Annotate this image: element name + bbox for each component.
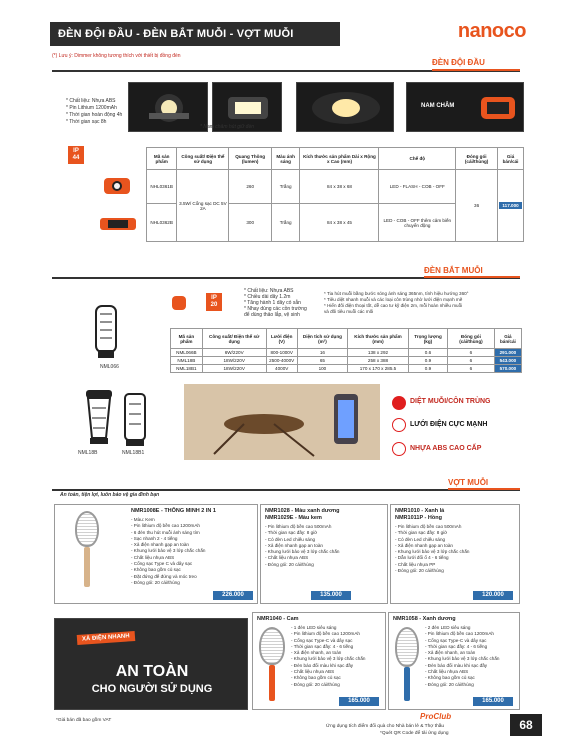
- table-header-row: [171, 329, 522, 349]
- lamp-nml18b1-illustration: [120, 390, 150, 448]
- col-header: Kích thước sản phẩm (mm): [348, 329, 409, 349]
- divider-accent: [432, 69, 520, 71]
- feature-line: - Thời gian sạc đầy: 4 - 6 tiếng: [291, 643, 354, 649]
- feature-line: - Đóng gói: 20 cái/thùng: [425, 681, 474, 687]
- feature-line: - Chất liệu nhựa ABS: [265, 555, 309, 561]
- feature-line: * Chất liệu: Nhựa ABS: [66, 98, 116, 104]
- feature-line: - Không bao gồm củ sạc: [131, 567, 181, 573]
- cell-price: 543.000: [494, 357, 521, 365]
- cell-code: NML18B1: [171, 365, 203, 373]
- cell-size: 84 x 38 x 68: [300, 170, 379, 204]
- feature-line: - Pin lithium độ bền cao 1200mAh: [131, 523, 200, 529]
- card-title: NMR1008E - THÔNG MINH 2 IN 1: [131, 508, 216, 514]
- cell-size: 84 x 38 x 45: [300, 204, 379, 242]
- feature-line: - Thời gian sạc đầy: 8 giờ: [395, 530, 448, 536]
- feature-line: - Xả điện nhanh, an toàn: [291, 650, 342, 656]
- col-header: Công suất/ Điện thế sử dụng: [202, 329, 266, 349]
- feature-line: * Hiển đối điện thoại tốt, dễ cao tư kỹ điện 2m, mỗi hoàn nhiều muỗi: [324, 303, 463, 308]
- headlamp-features: [66, 98, 122, 126]
- lamp-nml066-illustration: [88, 300, 124, 360]
- badge-bottom: 44: [72, 155, 80, 161]
- col-header: Đóng gói (cái/thùng): [456, 148, 498, 170]
- cell-price: [498, 170, 524, 242]
- price-tag: 135.000: [311, 591, 351, 600]
- feature-line: - Đèn báo đổi màu khi sạc đầy: [291, 662, 354, 668]
- racket-card-nmr1008e: [54, 504, 258, 604]
- col-header: Kích thước sản phẩm Dài x Rộng x Cao (mm): [300, 148, 379, 170]
- mosquito-photo: [184, 384, 380, 460]
- racket-card-nmr1040: [252, 612, 386, 710]
- racket-image: [395, 627, 419, 667]
- cell-volt: 800-1000V: [266, 349, 297, 357]
- racket-handle: [404, 667, 410, 701]
- feature-line: - Đặt đứng đế đứng và móc treo: [131, 573, 197, 579]
- feature-line: - Khung lưới bảo vệ 3 lớp chắc chắn: [425, 656, 500, 662]
- cell-pack: 6: [448, 365, 495, 373]
- badge-top: IP: [73, 148, 79, 154]
- feature-line: - 1 đèn LED siêu sáng: [291, 625, 337, 630]
- feature-line: - Khung lưới bảo vệ 3 lớp chắc chắn: [131, 548, 206, 554]
- card-subtitle: NMR1011P - Hồng: [395, 515, 442, 521]
- feature-line: - Xả điện nhanh, an toàn: [425, 650, 476, 656]
- feature-line: - Chất liệu nhựa ABS: [425, 669, 469, 675]
- feature-line: - Không bao gồm củ sạc: [425, 675, 475, 681]
- cell-size: 258 x 388: [348, 357, 409, 365]
- cell-color: Trắng: [271, 204, 300, 242]
- feature-line: - Cổng sạc Type-C và dây sạc: [291, 637, 353, 643]
- feature-line: - Chất liệu nhựa ABS: [291, 669, 335, 675]
- col-header: Giá bán/cái: [498, 148, 524, 170]
- magnet-label: NAM CHÂM: [421, 103, 455, 109]
- table-row: [147, 170, 524, 204]
- feature-line: - Khung lưới bảo vệ 3 lớp chắc chắn: [265, 549, 340, 555]
- feature-line: * Tăng hành 1 dây có sẵn: [244, 300, 301, 306]
- cell-volt: 4000V: [266, 365, 297, 373]
- col-header: Chế độ: [379, 148, 456, 170]
- cell-area: 65: [297, 357, 347, 365]
- vat-note: *Giá bán đã bao gồm VAT: [56, 718, 112, 723]
- safety-banner: [54, 618, 248, 710]
- table-row: [171, 349, 522, 357]
- col-header: Công suất/ Điện thế sử dụng: [177, 148, 229, 170]
- card-features: [265, 524, 339, 568]
- headlamp-product-2: [96, 208, 140, 238]
- card-title: NMR1058 - Xanh dương: [393, 616, 456, 622]
- feature-line: - Màu: Kem: [131, 517, 155, 522]
- racket-image: [259, 627, 285, 665]
- cell-size: 170 x 170 x 285.5: [348, 365, 409, 373]
- cell-weight: 0.9: [408, 365, 447, 373]
- cell-code: NML066B: [171, 349, 203, 357]
- brand-logo: nanoco: [457, 20, 526, 42]
- card-title: NMR1040 - Cam: [257, 616, 299, 622]
- price-tag: 120.000: [473, 591, 513, 600]
- col-header: Mã sản phẩm: [171, 329, 203, 349]
- feature-line: - Pin lithium độ bền cao 1200mAh: [291, 631, 360, 637]
- page-header: [0, 0, 566, 46]
- feature-line: - Có đèn Led chiếu sáng: [395, 536, 446, 542]
- proclub-logo: ProClub: [420, 712, 452, 721]
- feature-line: - Xả điện nhanh gạp an toàn: [265, 542, 323, 548]
- headlamp-photo-1: [128, 82, 208, 132]
- cell-code: NHL0361B: [147, 170, 177, 204]
- badge-top: IP: [211, 295, 217, 301]
- col-header: Giá bán/cái: [494, 329, 521, 349]
- card-features: [395, 524, 469, 574]
- card-features: [131, 517, 205, 586]
- card-title: NMR1010 - Xanh lá: [395, 508, 445, 514]
- section-title-racket: VỢT MUỖI: [448, 478, 489, 487]
- card-features: [291, 625, 365, 688]
- page-title: ĐÈN ĐỘI ĐẦU - ĐÈN BẮT MUỖI - VỢT MUỖI: [50, 22, 340, 46]
- feature-line: - Pin lithium độ bền cao 500mAh: [265, 524, 332, 529]
- headlamp-photo-3: [296, 82, 394, 132]
- racket-handle: [84, 547, 90, 587]
- badge-bottom: 20: [210, 302, 218, 308]
- cell-power: 3.5W/ Cổng sạc DC 5V 2A: [177, 170, 229, 242]
- divider-accent: [448, 488, 520, 490]
- cell-pack: 36: [456, 170, 498, 242]
- cell-price: 291.000: [494, 349, 521, 357]
- tagline-abs: NHỰA ABS CAO CẤP: [410, 445, 482, 452]
- feature-line: - Đóng gói: 20 cái/thùng: [291, 681, 340, 687]
- col-header: Diện tích sử dụng (m²): [297, 329, 347, 349]
- feature-line: * Tia hút muỗi bằng bước sóng ánh sáng 365nm, tính hiệu hướng 360°: [324, 291, 469, 296]
- cell-power: 18W/220V: [202, 365, 266, 373]
- cell-lumen: 300: [229, 204, 271, 242]
- cell-mode: LED - COB - OFF thêm cảm biến chuyển động: [379, 204, 456, 242]
- feature-line: - Dẫn lưới đổi ổ 4 - 6 tiếng: [395, 555, 449, 561]
- table-row: [171, 357, 522, 365]
- cell-area: 100: [297, 365, 347, 373]
- cell-size: 138 x 292: [348, 349, 409, 357]
- banner-line-1: AN TOÀN: [115, 663, 189, 680]
- lamp-label: NML18B: [78, 450, 98, 456]
- cell-area: 16: [297, 349, 347, 357]
- cell-volt: 2500-4000V: [266, 357, 297, 365]
- mosquito-features-left: [244, 288, 307, 318]
- col-header: Quang Thông (lumen): [229, 148, 271, 170]
- feature-line: - Thời gian sạc đầy: 8 giờ: [265, 530, 318, 536]
- card-subtitle: NMR1029E - Màu kem: [265, 515, 322, 521]
- table-header-row: [147, 148, 524, 170]
- feature-line: - Chất liệu nhựa ABS: [131, 554, 175, 560]
- col-header: Trọng lượng (kg): [408, 329, 447, 349]
- cell-power: 6W/220V: [202, 349, 266, 357]
- banner-line-2: CHO NGƯỜI SỬ DỤNG: [91, 683, 213, 695]
- feature-line: - Cổng sạc Type-C và dây sạc: [425, 637, 487, 643]
- feature-line: * Chất liệu: Nhựa ABS: [244, 288, 294, 294]
- racket-handle: [269, 665, 275, 701]
- feature-line: - Đèn báo đổi màu khi sạc đầy: [425, 662, 488, 668]
- feature-line: - Đóng gói: 20 cái/thùng: [131, 579, 180, 585]
- racket-card-nmr1010: [390, 504, 520, 604]
- feature-line: - Thời gian sạc đầy: 4 - 6 tiếng: [425, 643, 488, 649]
- cell-pack: 6: [448, 349, 495, 357]
- feature-line: - Sạc nhanh 2 - 4 tiếng: [131, 535, 178, 541]
- headlamp-magnet-photo: [406, 82, 524, 132]
- section-title-headlamp: ĐÈN ĐỘI ĐẦU: [432, 58, 485, 67]
- feature-line: - Pin lithium độ bền cao 500mAh: [395, 524, 462, 529]
- feature-line: - 6 đèn thu hút muỗi ánh sáng tím: [131, 529, 200, 535]
- cell-color: Trắng: [271, 170, 300, 204]
- feature-line: - Xả điện nhanh gạp an toàn: [131, 542, 189, 548]
- magnet-caption: * Nam châm hút giữ đèn: [200, 124, 255, 130]
- racket-card-nmr1028: [260, 504, 388, 604]
- no-chemical-icon: [172, 296, 186, 310]
- card-features: [425, 625, 499, 688]
- feature-line: - Cổng sạc Type C và dây sạc: [131, 561, 193, 567]
- feature-line: và đối tiêu muỗi các mối: [324, 309, 374, 314]
- feature-line: * Thời gian sạc 8h: [66, 119, 107, 125]
- ip44-badge: [68, 146, 84, 164]
- proclub-line-2: *Quét QR Code để tải ứng dụng: [380, 731, 449, 736]
- feature-line: * Thời gian hoàn động 4h: [66, 112, 123, 118]
- feature-line: - 2 đèn LED siêu sáng: [425, 625, 471, 630]
- price-tag: 165.000: [339, 697, 379, 706]
- feature-line: - Đóng gói: 20 cái/thùng: [265, 561, 314, 567]
- cell-weight: 0.6: [408, 349, 447, 357]
- feature-line: * Pin Lithium 1200mAh: [66, 105, 117, 111]
- feature-line: - Có đèn Led chiếu sáng: [265, 536, 316, 542]
- racket-card-nmr1058: [388, 612, 520, 710]
- recycle-icon: [392, 442, 406, 456]
- racket-image: [75, 511, 99, 547]
- lamp-nml18b-illustration: [82, 384, 116, 448]
- page-number: 68: [510, 714, 542, 736]
- table-row: [171, 365, 522, 373]
- headlamp-product-1: [98, 170, 138, 200]
- feature-line: - Khung lưới bảo vệ 3 lớp chắc chắn: [395, 549, 470, 555]
- feature-line: * Nhay dùng các cồn trường: [244, 306, 307, 312]
- col-header: Màu ánh sáng: [271, 148, 300, 170]
- card-title: NMR1028 - Màu xanh dương: [265, 508, 340, 514]
- proclub-line-1: Ứng dụng tích điểm đổi quà cho Nhà bán lẻ & Thợ thầu: [326, 724, 445, 729]
- divider-accent: [424, 276, 520, 278]
- cell-code: NHL0362B: [147, 204, 177, 242]
- cell-price: 570.000: [494, 365, 521, 373]
- feature-line: - Chất liệu nhựa PP: [395, 561, 436, 567]
- mosquito-lamp-table: [170, 328, 522, 373]
- feature-line: - Khung lưới bảo vệ 3 lớp chắc chắn: [291, 656, 366, 662]
- feature-line: * Chiều dài dây 1.2m: [244, 294, 291, 300]
- lightning-icon: [392, 418, 406, 432]
- cell-power: 18W/220V: [202, 357, 266, 365]
- cell-weight: 0.9: [408, 357, 447, 365]
- banner-tag: XẢ ĐIỆN NHANH: [77, 631, 135, 645]
- headlamp-table: [146, 147, 524, 242]
- dimmer-note: (*) Lưu ý: Dimmer không tương thích với thiết bị đồng đèn: [52, 53, 181, 59]
- price-tag: 117.000: [499, 202, 522, 209]
- mosquito-features-right: [324, 291, 469, 315]
- feature-line: - Pin lithium độ bền cao 1200mAh: [425, 631, 494, 637]
- ip20-badge: [206, 293, 222, 311]
- cell-lumen: 260: [229, 170, 271, 204]
- price-tag: 165.000: [473, 697, 513, 706]
- tagline-grid: LƯỚI ĐIỆN CỰC MẠNH: [410, 421, 488, 428]
- no-mosquito-icon: [392, 396, 406, 410]
- feature-line: - Đóng gói: 20 cái/thùng: [395, 568, 444, 574]
- col-header: Đóng gói (cái/thùng): [448, 329, 495, 349]
- cell-pack: 6: [448, 357, 495, 365]
- lamp-label: NML066: [100, 364, 119, 370]
- cell-mode: LED - FLASH - COB - OFF: [379, 170, 456, 204]
- section-title-mosquito-lamp: ĐÈN BẮT MUỖI: [424, 266, 483, 275]
- lamp-label: NML18B1: [122, 450, 145, 456]
- tagline-kill: DIỆT MUỖI/CÔN TRÙNG: [410, 398, 491, 405]
- col-header: Lưới điện (V): [266, 329, 297, 349]
- racket-intro: An toàn, tiện lợi, luôn bảo vệ gia đình bạn: [60, 492, 160, 498]
- feature-line: - Xả điện nhanh gạp an toàn: [395, 542, 453, 548]
- price-tag: 226.000: [213, 591, 253, 600]
- col-header: Mã sản phẩm: [147, 148, 177, 170]
- feature-line: - Không bao gồm củ sạc: [291, 675, 341, 681]
- feature-line: để dùng thảo lắp, vệ sinh: [244, 312, 300, 318]
- cell-code: NML18B: [171, 357, 203, 365]
- feature-line: * Tiêu diệt nhanh muỗi và các loại côn trùng nhờ lưới điện mạnh mẽ: [324, 297, 463, 302]
